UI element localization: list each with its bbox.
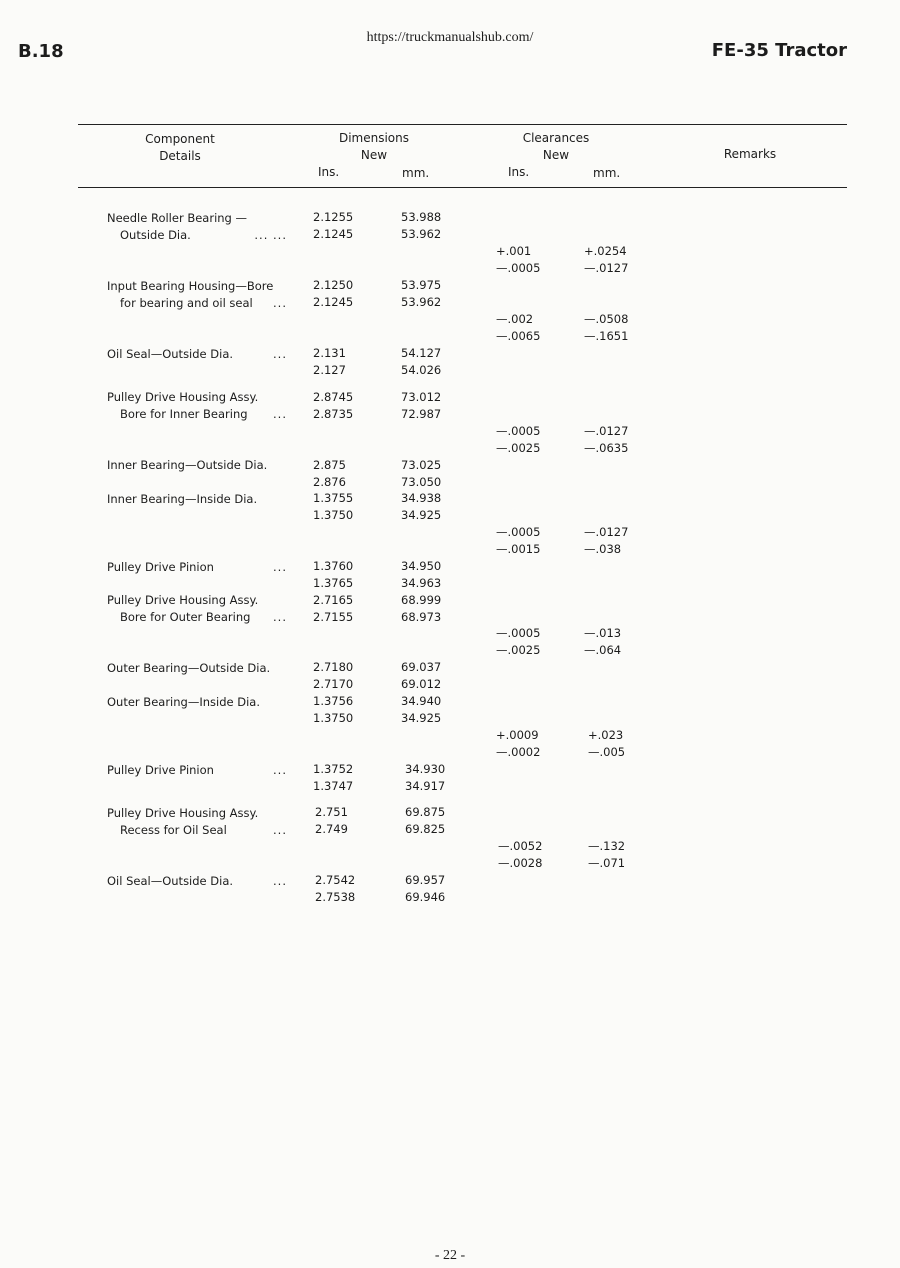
dim-mm-value: 54.127 [401, 346, 442, 360]
dim-mm-value: 34.917 [405, 779, 446, 793]
dim-mm-value: 69.875 [405, 805, 446, 819]
dim-ins-value: 1.3750 [313, 508, 354, 522]
clr-mm-value: —.0127 [584, 525, 629, 539]
clr-ins-value: —.0005 [496, 525, 541, 539]
component-row: Pulley Drive Housing Assy. Recess for Oil Seal ... [107, 806, 287, 837]
dim-mm-value: 69.037 [401, 660, 442, 674]
component-row: Outer Bearing—Inside Dia. [107, 695, 260, 709]
dim-ins-value: 2.7165 [313, 593, 354, 607]
dim-ins-value: 1.3755 [313, 491, 354, 505]
page-title: FE-35 Tractor [711, 40, 847, 61]
clr-mm-value: —.038 [584, 542, 622, 556]
dim-mm-value: 73.025 [401, 458, 442, 472]
dim-mm-value: 34.925 [401, 508, 442, 522]
clr-mm-value: —.0127 [584, 424, 629, 438]
dim-ins-value: 2.751 [315, 805, 348, 819]
component-row: Pulley Drive Pinion ... [107, 763, 287, 777]
dim-ins-value: 2.7155 [313, 610, 354, 624]
clr-ins-value: +.0009 [496, 728, 539, 742]
header-clr-ins: Ins. [508, 165, 530, 179]
dim-ins-value: 1.3765 [313, 576, 354, 590]
page-number: - 22 - [434, 1248, 466, 1263]
header-clr-mm: mm. [593, 166, 621, 180]
dim-ins-value: 1.3750 [313, 711, 354, 725]
clr-ins-value: —.0015 [496, 542, 541, 556]
clr-mm-value: —.013 [584, 626, 622, 640]
dim-mm-value: 34.925 [401, 711, 442, 725]
clr-ins-value: —.0025 [496, 441, 541, 455]
dim-ins-value: 2.1255 [313, 210, 354, 224]
dim-mm-value: 72.987 [401, 407, 442, 421]
clr-mm-value: —.1651 [584, 329, 629, 343]
dim-ins-value: 2.876 [313, 475, 346, 489]
clr-ins-value: +.001 [496, 244, 532, 258]
header-dimensions: Dimensions New [338, 131, 410, 162]
dim-mm-value: 73.012 [401, 390, 442, 404]
component-row: Outer Bearing—Outside Dia. [107, 661, 271, 675]
clr-ins-value: —.0052 [498, 839, 543, 853]
component-row: Pulley Drive Housing Assy. Bore for Outer Bearing ... [107, 593, 287, 624]
clr-mm-value: —.005 [588, 745, 626, 759]
header-component: Component Details [145, 132, 215, 163]
dim-ins-value: 2.8745 [313, 390, 354, 404]
dim-mm-value: 53.975 [401, 278, 442, 292]
clr-ins-value: —.002 [496, 312, 534, 326]
clr-mm-value: —.132 [588, 839, 626, 853]
component-row: Oil Seal—Outside Dia. ... [107, 347, 287, 361]
dim-ins-value: 2.749 [315, 822, 348, 836]
clr-mm-value: +.023 [588, 728, 624, 742]
dim-mm-value: 73.050 [401, 475, 442, 489]
clr-ins-value: —.0065 [496, 329, 541, 343]
dim-ins-value: 2.8735 [313, 407, 354, 421]
section-number: B.18 [18, 41, 64, 62]
clr-ins-value: —.0025 [496, 643, 541, 657]
dim-ins-value: 2.127 [313, 363, 346, 377]
dim-ins-value: 2.7180 [313, 660, 354, 674]
clr-mm-value: +.0254 [584, 244, 627, 258]
dim-mm-value: 53.962 [401, 227, 442, 241]
dim-ins-value: 2.875 [313, 458, 346, 472]
component-row: Inner Bearing—Outside Dia. [107, 458, 268, 472]
dim-mm-value: 69.946 [405, 890, 446, 904]
component-row: Inner Bearing—Inside Dia. [107, 492, 258, 506]
component-row: Pulley Drive Pinion ... [107, 560, 287, 574]
component-row: Input Bearing Housing—Bore for bearing and oil seal ... [107, 279, 287, 310]
component-row: Needle Roller Bearing — Outside Dia. ... ... [107, 211, 287, 242]
dim-mm-value: 69.825 [405, 822, 446, 836]
clr-mm-value: —.064 [584, 643, 622, 657]
dim-ins-value: 1.3747 [313, 779, 354, 793]
dim-mm-value: 54.026 [401, 363, 442, 377]
clr-ins-value: —.0028 [498, 856, 543, 870]
dim-ins-value: 1.3760 [313, 559, 354, 573]
dim-mm-value: 68.999 [401, 593, 442, 607]
dim-ins-value: 2.1250 [313, 278, 354, 292]
dim-ins-value: 2.1245 [313, 295, 354, 309]
dim-ins-value: 1.3756 [313, 694, 354, 708]
dim-ins-value: 1.3752 [313, 762, 354, 776]
dim-ins-value: 2.7538 [315, 890, 356, 904]
clr-mm-value: —.0508 [584, 312, 629, 326]
dim-mm-value: 34.940 [401, 694, 442, 708]
clr-mm-value: —.0127 [584, 261, 629, 275]
dim-ins-value: 2.7542 [315, 873, 356, 887]
clr-ins-value: —.0005 [496, 424, 541, 438]
dim-ins-value: 2.7170 [313, 677, 354, 691]
header-dim-mm: mm. [402, 166, 430, 180]
dim-mm-value: 53.962 [401, 295, 442, 309]
dim-ins-value: 2.131 [313, 346, 346, 360]
header-remarks: Remarks [723, 147, 777, 161]
dim-mm-value: 34.930 [405, 762, 446, 776]
dim-mm-value: 69.012 [401, 677, 442, 691]
header-clearances: Clearances New [522, 131, 590, 162]
header-dim-ins: Ins. [318, 165, 340, 179]
component-row: Oil Seal—Outside Dia. ... [107, 874, 287, 888]
source-url[interactable]: https://truckmanualshub.com/ [366, 30, 534, 45]
clr-ins-value: —.0005 [496, 261, 541, 275]
table-top-rule [78, 124, 847, 125]
dim-mm-value: 34.963 [401, 576, 442, 590]
dim-mm-value: 68.973 [401, 610, 442, 624]
dim-mm-value: 69.957 [405, 873, 446, 887]
clr-ins-value: —.0002 [496, 745, 541, 759]
component-row: Pulley Drive Housing Assy. Bore for Inner Bearing ... [107, 390, 287, 421]
clr-mm-value: —.0635 [584, 441, 629, 455]
clr-mm-value: —.071 [588, 856, 626, 870]
dim-mm-value: 34.950 [401, 559, 442, 573]
dim-ins-value: 2.1245 [313, 227, 354, 241]
dim-mm-value: 34.938 [401, 491, 442, 505]
table-header-rule [78, 187, 847, 188]
dim-mm-value: 53.988 [401, 210, 442, 224]
clr-ins-value: —.0005 [496, 626, 541, 640]
